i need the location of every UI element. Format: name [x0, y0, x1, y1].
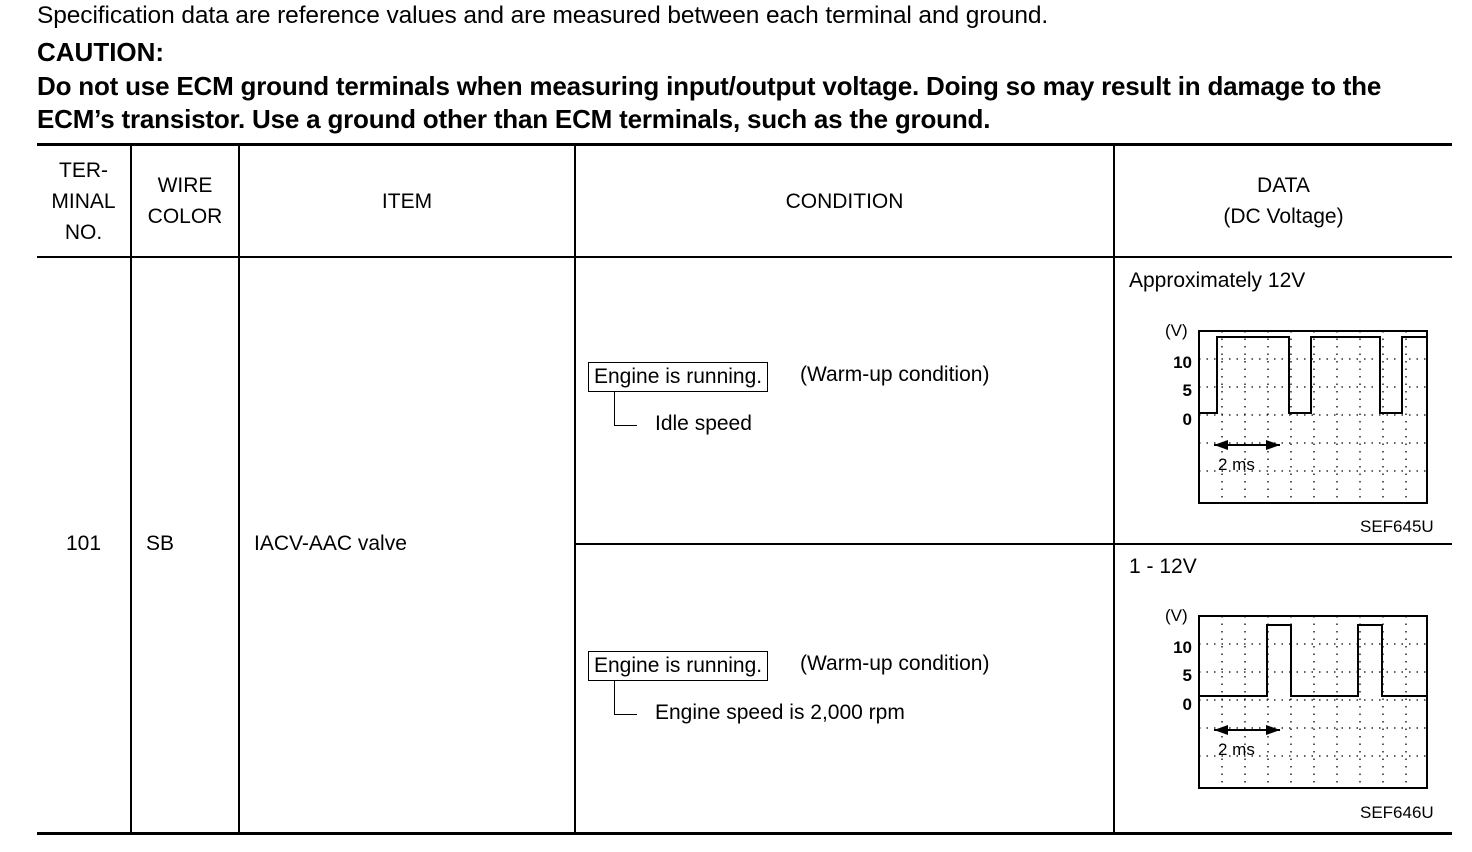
waveform-2-grid [1199, 616, 1427, 788]
caution-text: Do not use ECM ground terminals when measuring input/output voltage. Doing so may result in damage to the ECM’s transistor. Use a ground other than ECM terminals, such as the ground. [37, 71, 1382, 134]
table-bottom-rule [37, 832, 1452, 835]
waveform-2-trace [1199, 625, 1427, 696]
waveform-1-arrow-right [1266, 440, 1280, 450]
waveform-2-frame [1199, 616, 1427, 788]
column-rule-2 [238, 146, 240, 832]
waveform-2 [1150, 603, 1430, 793]
condition-2-note: (Warm-up condition) [800, 652, 990, 675]
condition-1-sub: Idle speed [655, 412, 752, 435]
waveform-1-tick-10: 10 [1173, 353, 1192, 372]
data-2-value: 1 - 12V [1129, 555, 1197, 578]
waveform-1-tick-0: 0 [1182, 410, 1192, 429]
condition-divider-rule [575, 543, 1452, 545]
condition-1-note: (Warm-up condition) [800, 363, 990, 386]
waveform-2-time-label: 2 ms [1218, 740, 1255, 759]
header-condition: CONDITION [785, 190, 904, 213]
waveform-1-trace [1199, 337, 1427, 413]
waveform-2-arrow-right [1266, 725, 1280, 735]
header-terminal-line1: TER- [59, 159, 108, 182]
waveform-1-time-label: 2 ms [1218, 455, 1255, 474]
waveform-2-unit: (V) [1165, 606, 1188, 625]
waveform-2-arrow-left [1214, 725, 1228, 735]
condition-1-bracket [614, 392, 637, 426]
waveform-2-tick-0: 0 [1182, 695, 1192, 714]
waveform-1-unit: (V) [1165, 321, 1188, 340]
item-name: IACV-AAC valve [254, 532, 407, 555]
condition-2-bracket [614, 681, 637, 715]
condition-2-sub: Engine speed is 2,000 rpm [655, 701, 905, 724]
figure-1-id: SEF645U [1360, 517, 1434, 536]
terminal-number: 101 [65, 532, 102, 555]
waveform-1-grid [1199, 331, 1427, 503]
condition-2-box: Engine is running. [588, 651, 768, 681]
column-rule-1 [130, 146, 132, 832]
wire-color: SB [146, 532, 175, 555]
waveform-1 [1150, 318, 1430, 508]
header-data [1115, 170, 1452, 232]
header-data-line1: DATA [1257, 174, 1310, 197]
intro-text: Specification data are reference values and are measured between each terminal and ground. [37, 2, 1049, 29]
header-wire-line1: WIRE [157, 174, 213, 197]
header-item: ITEM [381, 190, 433, 213]
column-rule-4 [1113, 146, 1115, 832]
caution-heading: CAUTION: [37, 37, 165, 67]
data-1-value: Approximately 12V [1129, 269, 1306, 292]
header-wire-color [132, 170, 238, 232]
waveform-2-tick-10: 10 [1173, 638, 1192, 657]
header-terminal-line2: MINAL [51, 190, 116, 213]
header-wire-line2: COLOR [147, 205, 223, 228]
figure-2-id: SEF646U [1360, 803, 1434, 822]
header-bottom-rule [37, 256, 1452, 258]
waveform-2-tick-5: 5 [1182, 666, 1192, 685]
header-data-line2: (DC Voltage) [1223, 205, 1344, 228]
header-terminal-line3: NO. [64, 221, 103, 244]
table-top-rule [37, 143, 1452, 146]
waveform-1-tick-5: 5 [1182, 381, 1192, 400]
waveform-1-frame [1199, 331, 1427, 503]
column-rule-3 [574, 146, 576, 832]
waveform-1-arrow-left [1214, 440, 1228, 450]
header-terminal-no [37, 155, 130, 248]
condition-1-box: Engine is running. [588, 362, 768, 392]
